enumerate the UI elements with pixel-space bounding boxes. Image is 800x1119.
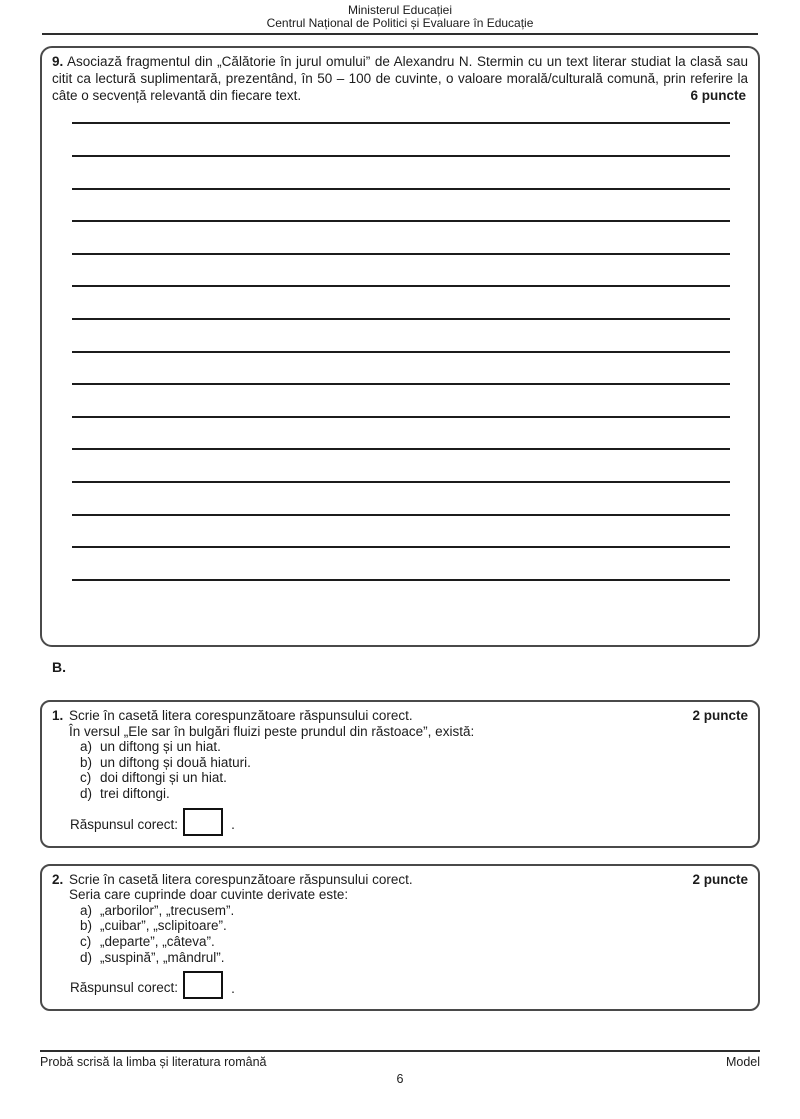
option-b-text: un diftong și două hiaturi. [100,754,251,770]
header-ministry: Ministerul Educației [347,3,453,17]
answer-suffix: . [231,816,235,832]
page-number: 6 [396,1072,404,1086]
answer-suffix: . [231,980,235,996]
question-2-options [80,903,748,965]
option-a-letter: a) [80,739,93,755]
option-c [80,770,748,786]
option-b [80,755,748,771]
writing-line [72,190,730,223]
option-b-letter: b) [80,918,93,934]
option-b-text: „cuibar”, „sclipitoare”. [100,918,227,934]
writing-line [72,353,730,386]
question-9-text [52,54,748,104]
writing-lines-area[interactable] [72,104,730,580]
option-c-letter: c) [80,770,92,786]
answer-label: Răspunsul corect: [70,980,179,996]
option-b-letter: b) [80,754,93,770]
option-d-letter: d) [80,785,93,801]
page-header [42,0,758,35]
question-9-box [40,46,760,647]
question-2-number: 2. [52,871,64,887]
question-1-box [40,700,760,848]
question-2-stem: Seria care cuprinde doar cuvinte derivate este: [69,887,349,903]
option-c-letter: c) [80,933,92,949]
footer-model-label: Model [725,1055,760,1069]
question-2-box [40,864,760,1012]
question-2-prompt: Scrie în casetă litera corespunzătoare răspunsului corect. [69,871,413,887]
writing-line [72,450,730,483]
option-a-text: un diftong și un hiat. [100,739,221,755]
writing-line [72,104,730,124]
question-1-number: 1. [52,708,64,723]
question-9-points: 6 puncte [690,87,746,103]
option-d-text: „suspină”, „mândrul”. [100,949,225,965]
footer-row [40,1052,760,1069]
question-1-answer-row [70,808,748,836]
writing-line [72,222,730,255]
answer-label: Răspunsul corect: [70,816,179,832]
question-1-stem: În versul „Ele sar în bulgări fluizi peste prundul din răstoace”, există: [69,723,475,739]
option-d [80,950,748,966]
writing-line [72,255,730,288]
question-2-answer-row [70,971,748,999]
option-c-text: „departe”, „câteva”. [100,933,215,949]
section-b-label: B. [52,659,66,675]
writing-line [72,320,730,353]
question-9-number: 9. [52,54,64,69]
option-a [80,739,748,755]
question-1-head [52,708,748,724]
option-c [80,934,748,950]
answer-input-box[interactable] [183,971,223,999]
writing-line [72,548,730,581]
answer-input-box[interactable] [183,808,223,836]
writing-line [72,385,730,418]
writing-line [72,418,730,451]
question-1-points: 2 puncte [692,708,748,723]
option-a-letter: a) [80,902,93,918]
question-2-head [52,872,748,888]
writing-line [72,124,730,157]
option-d-text: trei diftongi. [100,785,170,801]
writing-line [72,483,730,516]
question-1-prompt: Scrie în casetă litera corespunzătoare răspunsului corect. [69,708,413,723]
footer-exam-name: Probă scrisă la limba și literatura română [40,1055,267,1069]
option-d [80,786,748,802]
page-footer [40,1050,760,1086]
writing-line [72,516,730,549]
header-center: Centrul Național de Politici și Evaluare în Educație [266,16,534,30]
option-a-text: „arborilor”, „trecusem”. [100,902,235,918]
writing-line [72,287,730,320]
option-c-text: doi diftongi și un hiat. [100,770,227,786]
question-2-points: 2 puncte [692,871,748,887]
question-1-options [80,739,748,801]
option-b [80,918,748,934]
option-a [80,903,748,919]
question-9-body: Asociază fragmentul din „Călătorie în jurul omului” de Alexandru N. Stermin cu un text literar studiat la clasă sau citit ca lectură suplimentară, prezentând, în 50 – 100 de cuvinte, o valoare morală/culturală comună, prin referire la câte o secvență relevantă din fiecare text. [52,54,748,103]
writing-line [72,157,730,190]
option-d-letter: d) [80,949,93,965]
